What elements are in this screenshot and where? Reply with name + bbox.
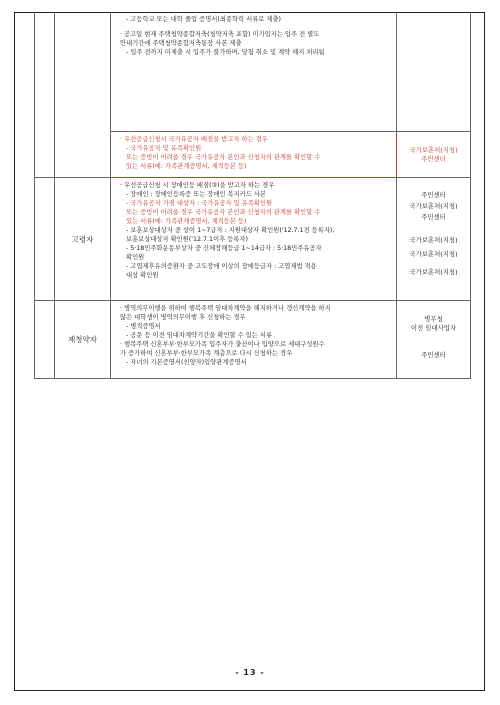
list-item: · 병역의무이행을 위하여 행복주택 임대차계약을 해지하거나 갱신계약을 하지 (120, 305, 331, 312)
org-name: 국가보훈처(지청) (409, 145, 458, 154)
org-name: 국가보훈처(지청) (409, 268, 458, 276)
list-item: 안내기간에 주택청약종합저축통장 사본 제출 (120, 40, 242, 47)
list-item: 또는 증빙이 어려울 경우 국가유공자 본인과 신청자의 관계를 확인할 수 (126, 209, 321, 216)
org-name: 주민센터 (421, 213, 446, 221)
list-item: - 고엽제후유의증환자 중 고도장애 이상의 장애등급자 : 고엽제법 적용 (126, 263, 317, 270)
list-item: - 국가유공자 가점 대상자 : 국가유공자 및 유족확인원 (126, 200, 273, 207)
org-name: 이전 임대사업자 (410, 324, 457, 332)
org-name: 국가보훈처(지청) (409, 202, 458, 210)
category-cell: 고령자 (55, 178, 111, 301)
content-cell (111, 178, 397, 301)
highlight-content-cell (111, 132, 397, 178)
list-item: 가 증가하여 신혼부부·한부모가족 계층으로 다시 신청하는 경우 (120, 350, 293, 357)
list-item: 있는 서류(예: 가족관계증명서, 제적등본 등) (126, 163, 247, 170)
org-name: 국가보훈처(지청) (409, 250, 458, 258)
table-row (35, 12, 471, 132)
table-row (35, 178, 471, 301)
org-cell (397, 12, 471, 132)
list-item: - 공문 등 이전 임대차계약기간을 확인할 수 있는 서류 (126, 332, 273, 339)
list-item: - 국가유공자 및 유족확인원 (126, 145, 202, 152)
content-cell (111, 301, 397, 379)
content-cell (111, 12, 397, 132)
list-item: 또는 증빙이 어려울 경우 국가유공자 본인과 신청자의 관계를 확인할 수 (126, 154, 321, 161)
category-cell-empty (55, 12, 111, 178)
list-item: 확인원 (126, 254, 145, 261)
list-item: · 우선공급신청시 국가유공자 배점을 받고자 하는 경우 (120, 136, 268, 143)
org-name: 병무청 (424, 315, 443, 323)
list-item: · 공고일 현재 주택청약종합저축(청약저축 포함) 미가입자는 입주 전 별도 (120, 31, 320, 38)
org-cell (397, 178, 471, 301)
document-table (34, 12, 471, 379)
list-item: 않은 대학생이 병역의무이행 후 신청하는 경우 (120, 314, 246, 321)
org-name: 주민센터 (421, 154, 446, 163)
org-name: 주민센터 (421, 191, 446, 199)
list-item: - 자녀의 기본증명서(친양자)입양관계증명서 (126, 359, 247, 366)
list-item: 대상 확인원 (126, 272, 159, 279)
list-item: 있는 서류(예: 가족관계증명서, 제적등본 등) (126, 218, 247, 225)
list-item: - 보훈보상대상자 중 상이 1~7급자 : 지원대상자 확인원('12.7.1전 등록자), (126, 227, 335, 234)
org-name: 국가보훈처(지청) (409, 236, 458, 244)
list-item: 보훈보상대상자 확인원('12.7.1이후 등록자) (126, 236, 248, 243)
list-item: - 병적증명서 (126, 323, 161, 330)
page-number: - 13 - (235, 668, 265, 677)
spacer-cell (35, 12, 55, 178)
list-item: - 장애인 : 장애인등록증 또는 장애인 복지카드 사본 (126, 191, 267, 198)
table-row (35, 301, 471, 379)
list-item: · 행복주택 신혼부부·한부모가족 입주자가 출산이나 입양으로 세대구성원수 (120, 341, 325, 348)
spacer-cell (35, 178, 55, 301)
list-item: - 5·18민주화운동부상자 중 신체장해등급 1~14급자 : 5·18민주유공자 (126, 245, 322, 252)
list-item: · 우선공급신청 시 장애인등 배점(③)을 받고자 하는 경우 (120, 182, 275, 189)
org-name: 주민센터 (421, 351, 446, 359)
spacer-cell (35, 301, 55, 379)
category-cell: 제청약자 (55, 301, 111, 379)
org-cell (397, 132, 471, 178)
list-item: - 고등학교 또는 대학 졸업 증명서(최종학력 서류로 제출) (126, 16, 282, 23)
org-cell (397, 301, 471, 379)
list-item: - 입주 전까지 미제출 시 입주가 불가하며, 당첨 취소 및 계약 해지 처리됨 (126, 49, 325, 56)
